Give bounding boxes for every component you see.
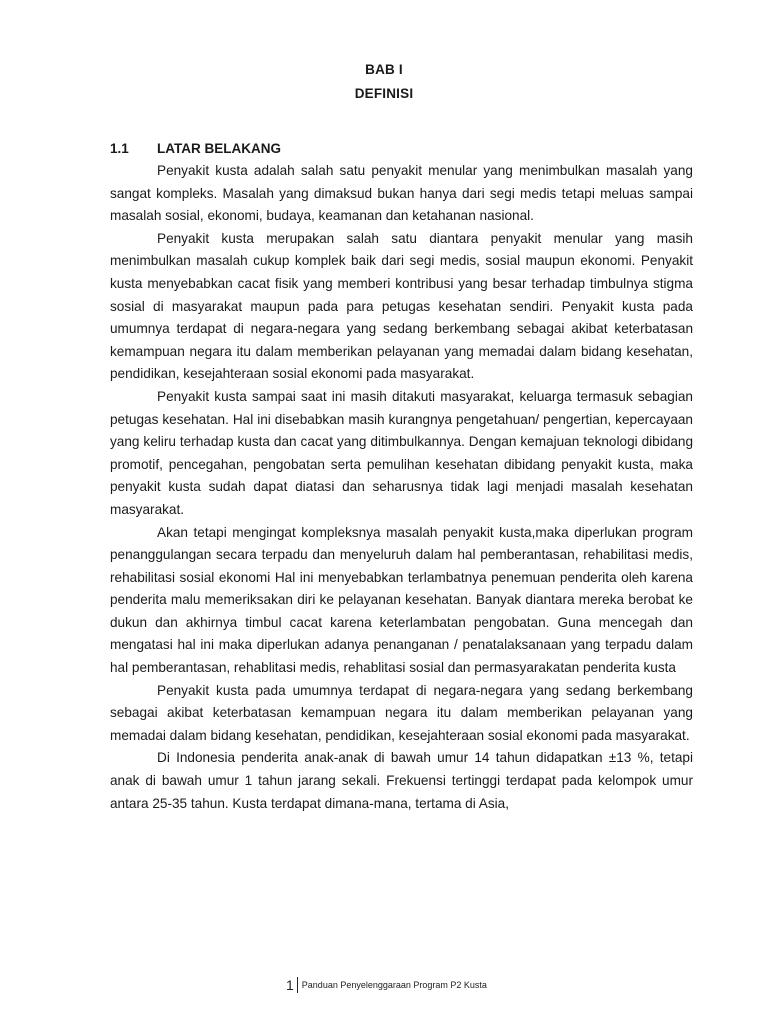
section-heading (110, 141, 670, 156)
paragraph-3: Penyakit kusta sampai saat ini masih ditakuti masyarakat, keluarga termasuk sebagian petugas kesehatan. Hal ini disebabkan masih kurangnya pengetahuan/ pengertian, kepercayaan yang keliru terhadap kusta dan cacat yang ditimbulkannya. Dengan kemajuan teknologi dibidang promotif, pencegahan, pengobatan serta pemulihan kesehatan dibidang penyakit kusta, maka penyakit kusta sudah dapat diatasi dan seharusnya tidak lagi menjadi masalah kesehatan masyarakat. (110, 388, 693, 517)
footer-text: Panduan Penyelenggaraan Program P2 Kusta (301, 980, 487, 990)
chapter-title: DEFINISI (354, 86, 414, 101)
footer-divider (297, 977, 298, 993)
section-title: LATAR BELAKANG (157, 141, 281, 156)
section-number: 1.1 (110, 141, 129, 156)
paragraph-5: Penyakit kusta pada umumnya terdapat di negara-negara yang sedang berkembang sebagai akibat keterbatasan kemampuan negara itu dalam memberikan pelayanan yang memadai dalam bidang kesehatan, pendidikan, kesejahteraan sosial ekonomi pada masyarakat. (110, 682, 693, 743)
paragraph-6: Di Indonesia penderita anak-anak di bawah umur 14 tahun didapatkan ±13 %, tetapi anak di bawah umur 1 tahun jarang sekali. Frekuensi tertinggi terdapat pada kelompok umur antara 25-35 tahun. Kusta terdapat dimana-mana, tertama di Asia, (110, 750, 693, 811)
chapter-heading: BAB I (365, 62, 403, 77)
page-footer (286, 977, 487, 993)
paragraph-1: Penyakit kusta adalah salah satu penyakit menular yang menimbulkan masalah yang sangat kompleks. Masalah yang dimaksud bukan hanya dari segi medis tetapi meluas sampai masalah sosial, ekonomi, budaya, keamanan dan ketahanan nasional. (110, 163, 693, 224)
page-number: 1 (286, 977, 294, 993)
body-text (110, 160, 693, 815)
paragraph-4: Akan tetapi mengingat kompleksnya masalah penyakit kusta,maka diperlukan program penanggulangan secara terpadu dan menyeluruh dalam hal pemberantasan, rehabilitasi medis, rehabilitasi sosial ekonomi Hal ini menyebabkan terlambatnya penemuan penderita oleh karena penderita malu memeriksakan diri ke pelayanan kesehatan. Banyak diantara mereka berobat ke dukun dan akhirnya timbul cacat karena keterlambatan pengobatan. Guna mencegah dan mengatasi hal ini maka diperlukan adanya penanganan / penatalaksanaan yang terpadu dalam hal pemberantasan, rehablitasi medis, rehablitasi sosial dan permasyarakatan penderita kusta (110, 524, 693, 676)
paragraph-2: Penyakit kusta merupakan salah satu diantara penyakit menular yang masih menimbulkan masalah cukup komplek baik dari segi medis, sosial maupun ekonomi. Penyakit kusta menyebabkan cacat fisik yang memberi kontribusi yang besar terhadap timbulnya stigma sosial di masyarakat maupun pada para petugas kesehatan sendiri. Penyakit kusta pada umumnya terdapat di negara-negara yang sedang berkembang sebagai akibat keterbatasan kemampuan negara itu dalam memberikan pelayanan yang memadai dalam bidang kesehatan, pendidikan, kesejahteraan sosial ekonomi pada masyarakat. (110, 230, 693, 382)
